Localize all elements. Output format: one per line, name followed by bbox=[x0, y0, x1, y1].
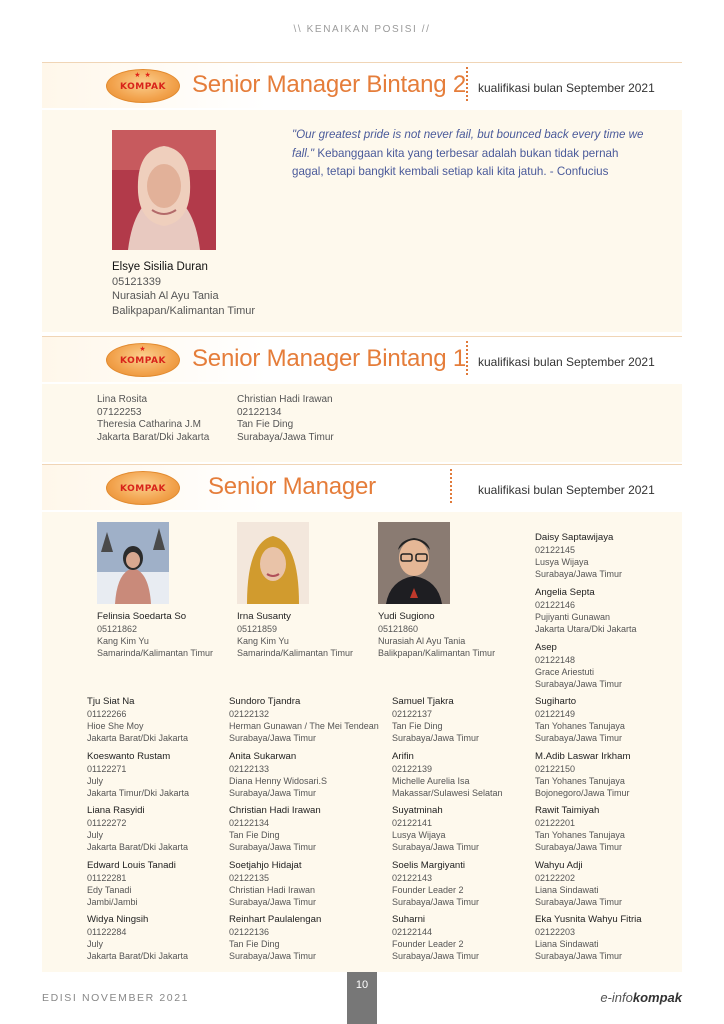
section-title: Senior Manager bbox=[208, 473, 376, 500]
brand-footer bbox=[600, 990, 682, 1005]
person-name: Elsye Sisilia Duran bbox=[112, 261, 208, 273]
person-suyatminah bbox=[392, 805, 479, 853]
person-sponsor: July bbox=[87, 776, 104, 786]
person-christian-2 bbox=[229, 805, 321, 853]
qualification-label: kualifikasi bulan September 2021 bbox=[478, 483, 655, 497]
person-city: Surabaya/Jawa Timur bbox=[392, 842, 480, 852]
person-city: Surabaya/Jawa Timur bbox=[535, 897, 623, 907]
person-sponsor: Kang Kim Yu bbox=[237, 636, 289, 646]
person-name: Soetjahjo Hidajat bbox=[229, 860, 302, 871]
person-irna bbox=[237, 611, 353, 659]
person-id: 02122134 bbox=[229, 818, 270, 828]
brand-prefix: e-info bbox=[600, 990, 633, 1005]
person-id: 02122134 bbox=[237, 406, 282, 418]
person-sponsor: Tan Fie Ding bbox=[237, 419, 294, 430]
person-city: Samarinda/Kalimantan Timur bbox=[97, 648, 214, 658]
person-name: Liana Rasyidi bbox=[87, 805, 145, 816]
kompak-logo bbox=[106, 471, 180, 505]
person-city: Jakarta Barat/Dki Jakarta bbox=[87, 842, 189, 852]
person-daisy bbox=[535, 532, 622, 580]
person-id: 02122145 bbox=[535, 545, 576, 555]
person-city: Samarinda/Kalimantan Timur bbox=[237, 648, 354, 658]
person-city: Surabaya/Jawa Timur bbox=[535, 679, 623, 689]
person-name: M.Adib Laswar Irkham bbox=[535, 751, 631, 762]
person-name: Felinsia Soedarta So bbox=[97, 611, 187, 622]
person-name: Tju Siat Na bbox=[87, 696, 135, 707]
star-icon: ★ ★ bbox=[134, 72, 152, 79]
person-id: 02122203 bbox=[535, 927, 576, 937]
person-arifin bbox=[392, 751, 503, 799]
person-sponsor: Tan Yohanes Tanujaya bbox=[535, 721, 625, 731]
person-name: Soelis Margiyanti bbox=[392, 860, 466, 871]
person-name: Sundoro Tjandra bbox=[229, 696, 301, 707]
person-city: Surabaya/Jawa Timur bbox=[229, 897, 317, 907]
person-sponsor: Edy Tanadi bbox=[87, 885, 132, 895]
qualification-label: kualifikasi bulan September 2021 bbox=[478, 355, 655, 369]
divider bbox=[466, 341, 468, 375]
person-id: 02122149 bbox=[535, 709, 576, 719]
person-id: 05121859 bbox=[237, 624, 278, 634]
person-city: Bojonegoro/Jawa Timur bbox=[535, 788, 630, 798]
person-sponsor: Nurasiah Al Ayu Tania bbox=[112, 290, 219, 302]
person-christian bbox=[237, 394, 334, 444]
person-id: 02122146 bbox=[535, 600, 576, 610]
person-id: 02122137 bbox=[392, 709, 433, 719]
page-number: 10 bbox=[347, 972, 377, 1024]
section-title: Senior Manager Bintang 2 bbox=[192, 71, 467, 98]
logo-text: KOMPAK bbox=[120, 82, 166, 92]
person-angelia bbox=[535, 587, 637, 635]
person-rawit bbox=[535, 805, 625, 853]
person-city: Jakarta Barat/Dki Jakarta bbox=[87, 733, 189, 743]
person-name: Koeswanto Rustam bbox=[87, 751, 171, 762]
person-city: Surabaya/Jawa Timur bbox=[392, 733, 480, 743]
person-name: Christian Hadi Irawan bbox=[229, 805, 321, 816]
person-city: Jakarta Utara/Dki Jakarta bbox=[535, 624, 637, 634]
person-city: Jambi/Jambi bbox=[87, 897, 138, 907]
person-sponsor: Hioe She Moy bbox=[87, 721, 144, 731]
quote-indonesian: Kebanggaan kita yang terbesar adalah bukan tidak pernah gagal, tetapi bangkit kembali setiap kali kita jatuh. - Confucius bbox=[292, 146, 619, 178]
person-yudi bbox=[378, 611, 495, 659]
person-name: Suharni bbox=[392, 914, 426, 925]
quote-english: "Our greatest pride is not never fail, but bounced back every time we fall." bbox=[292, 128, 644, 160]
logo-text: KOMPAK bbox=[120, 356, 166, 366]
person-sponsor: Tan Fie Ding bbox=[392, 721, 443, 731]
person-lina bbox=[97, 394, 209, 444]
section-label: \\ KENAIKAN POSISI // bbox=[293, 24, 431, 35]
person-name: Yudi Sugiono bbox=[378, 611, 435, 622]
person-sponsor: Lusya Wijaya bbox=[535, 557, 589, 567]
person-koeswanto bbox=[87, 751, 189, 799]
person-name: Reinhart Paulalengan bbox=[229, 914, 322, 925]
star-icon: ★ bbox=[139, 346, 147, 353]
person-sponsor: Grace Ariestuti bbox=[535, 667, 595, 677]
divider bbox=[450, 469, 452, 503]
person-suharni bbox=[392, 914, 479, 962]
header-band-bintang2 bbox=[42, 62, 682, 108]
person-sponsor: Christian Hadi Irawan bbox=[229, 885, 316, 895]
person-sponsor: July bbox=[87, 939, 104, 949]
person-sponsor: Tan Yohanes Tanujaya bbox=[535, 830, 625, 840]
person-sponsor: Tan Yohanes Tanujaya bbox=[535, 776, 625, 786]
person-samuel bbox=[392, 696, 479, 744]
person-name: Widya Ningsih bbox=[87, 914, 149, 925]
person-sponsor: Diana Henny Widosari.S bbox=[229, 776, 328, 786]
person-city: Surabaya/Jawa Timur bbox=[392, 951, 480, 961]
person-name: Daisy Saptawijaya bbox=[535, 532, 614, 543]
person-city: Surabaya/Jawa Timur bbox=[229, 788, 317, 798]
person-name: Wahyu Adji bbox=[535, 860, 583, 871]
person-sponsor: July bbox=[87, 830, 104, 840]
person-city: Makassar/Sulawesi Selatan bbox=[392, 788, 503, 798]
person-soetjahjo bbox=[229, 860, 316, 908]
person-sponsor: Tan Fie Ding bbox=[229, 830, 280, 840]
portrait-image bbox=[97, 522, 169, 604]
person-wahyu bbox=[535, 860, 622, 908]
person-id: 02122150 bbox=[535, 764, 576, 774]
portrait-image bbox=[112, 130, 216, 250]
person-sponsor: Founder Leader 2 bbox=[392, 939, 464, 949]
quote-block bbox=[292, 126, 652, 182]
person-sponsor: Liana Sindawati bbox=[535, 885, 599, 895]
portrait-image bbox=[378, 522, 450, 604]
person-widya bbox=[87, 914, 188, 962]
person-felinsia bbox=[97, 611, 213, 659]
photo-yudi bbox=[378, 522, 450, 604]
person-id: 02122202 bbox=[535, 873, 576, 883]
photo-irna bbox=[237, 522, 309, 604]
person-city: Jakarta Timur/Dki Jakarta bbox=[87, 788, 190, 798]
person-edward bbox=[87, 860, 176, 908]
person-name: Suyatminah bbox=[392, 805, 443, 816]
person-anita bbox=[229, 751, 327, 799]
person-name: Christian Hadi Irawan bbox=[237, 394, 333, 405]
person-id: 02122143 bbox=[392, 873, 433, 883]
person-id: 02122132 bbox=[229, 709, 270, 719]
person-id: 02122133 bbox=[229, 764, 270, 774]
person-city: Balikpapan/Kalimantan Timur bbox=[378, 648, 496, 658]
person-id: 01122281 bbox=[87, 873, 127, 883]
person-reinhart bbox=[229, 914, 321, 962]
photo-elsye bbox=[112, 130, 216, 250]
person-name: Anita Sukarwan bbox=[229, 751, 297, 762]
person-city: Surabaya/Jawa Timur bbox=[535, 733, 623, 743]
person-id: 01122266 bbox=[87, 709, 127, 719]
person-name: Irna Susanty bbox=[237, 611, 291, 622]
brand-bold: kompak bbox=[632, 990, 682, 1005]
person-city: Surabaya/Jawa Timur bbox=[229, 842, 317, 852]
person-city: Surabaya/Jawa Timur bbox=[535, 951, 623, 961]
person-name: Lina Rosita bbox=[97, 394, 148, 405]
person-name: Asep bbox=[535, 642, 557, 653]
divider bbox=[466, 67, 468, 101]
person-sponsor: Kang Kim Yu bbox=[97, 636, 149, 646]
person-id: 02122148 bbox=[535, 655, 576, 665]
person-name: Rawit Taimiyah bbox=[535, 805, 600, 816]
section-title: Senior Manager Bintang 1 bbox=[192, 345, 467, 372]
person-sponsor: Lusya Wijaya bbox=[392, 830, 446, 840]
person-eka bbox=[535, 914, 642, 962]
person-id: 02122135 bbox=[229, 873, 270, 883]
person-city: Surabaya/Jawa Timur bbox=[535, 569, 623, 579]
person-city: Jakarta Barat/Dki Jakarta bbox=[97, 431, 210, 443]
person-id: 05121339 bbox=[112, 275, 161, 288]
header-band-senior bbox=[42, 464, 682, 510]
person-name: Angelia Septa bbox=[535, 587, 595, 598]
person-sponsor: Theresia Catharina J.M bbox=[97, 419, 201, 430]
person-sponsor: Pujiyanti Gunawan bbox=[535, 612, 611, 622]
person-city: Surabaya/Jawa Timur bbox=[229, 951, 317, 961]
photo-felinsia bbox=[97, 522, 169, 604]
person-sponsor: Liana Sindawati bbox=[535, 939, 599, 949]
person-sponsor: Founder Leader 2 bbox=[392, 885, 464, 895]
kompak-logo bbox=[106, 343, 180, 377]
person-city: Surabaya/Jawa Timur bbox=[237, 431, 334, 443]
person-id: 05121860 bbox=[378, 624, 419, 634]
person-city: Surabaya/Jawa Timur bbox=[229, 733, 317, 743]
edition-label: EDISI NOVEMBER 2021 bbox=[42, 992, 190, 1004]
person-sundoro bbox=[229, 696, 379, 744]
person-city: Surabaya/Jawa Timur bbox=[535, 842, 623, 852]
person-asep bbox=[535, 642, 622, 690]
person-city: Balikpapan/Kalimantan Timur bbox=[112, 304, 256, 317]
qualification-label: kualifikasi bulan September 2021 bbox=[478, 81, 655, 95]
person-tju bbox=[87, 696, 188, 744]
person-sponsor: Herman Gunawan / The Mei Tendean bbox=[229, 721, 379, 731]
person-soelis bbox=[392, 860, 479, 908]
person-id: 02122201 bbox=[535, 818, 576, 828]
person-liana bbox=[87, 805, 188, 853]
person-name: Samuel Tjakra bbox=[392, 696, 454, 707]
header-band-bintang1 bbox=[42, 336, 682, 382]
person-id: 02122136 bbox=[229, 927, 270, 937]
person-name: Edward Louis Tanadi bbox=[87, 860, 176, 871]
person-id: 02122144 bbox=[392, 927, 433, 937]
person-sponsor: Michelle Aurelia Isa bbox=[392, 776, 470, 786]
person-id: 02122139 bbox=[392, 764, 433, 774]
person-id: 07122253 bbox=[97, 406, 142, 418]
person-id: 01122272 bbox=[87, 818, 127, 828]
person-city: Jakarta Barat/Dki Jakarta bbox=[87, 951, 189, 961]
portrait-image bbox=[237, 522, 309, 604]
person-id: 05121862 bbox=[97, 624, 138, 634]
kompak-logo bbox=[106, 69, 180, 103]
person-name: Arifin bbox=[392, 751, 414, 762]
person-id: 01122271 bbox=[87, 764, 127, 774]
person-city: Surabaya/Jawa Timur bbox=[392, 897, 480, 907]
person-sponsor: Nurasiah Al Ayu Tania bbox=[378, 636, 466, 646]
person-name: Sugiharto bbox=[535, 696, 577, 707]
person-id: 01122284 bbox=[87, 927, 127, 937]
person-adib bbox=[535, 751, 630, 799]
person-id: 02122141 bbox=[392, 818, 433, 828]
person-elsye bbox=[112, 260, 255, 318]
person-name: Eka Yusnita Wahyu Fitria bbox=[535, 914, 642, 925]
person-sponsor: Tan Fie Ding bbox=[229, 939, 280, 949]
person-sugiharto bbox=[535, 696, 625, 744]
logo-text: KOMPAK bbox=[120, 484, 166, 494]
